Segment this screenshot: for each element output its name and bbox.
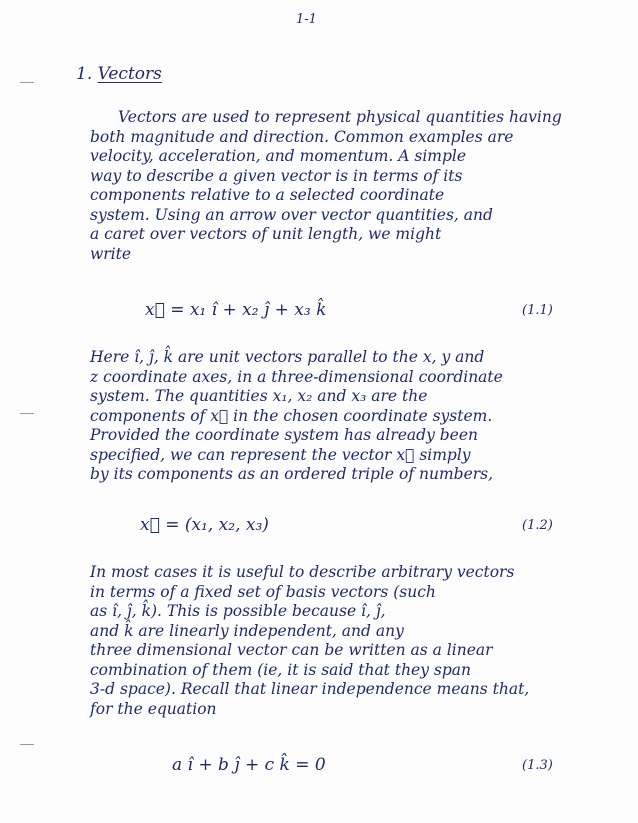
section-heading [76,64,162,84]
text-line: components of x⃗ in the chosen coordinate system. [90,406,493,425]
text-line: by its components as an ordered triple of numbers, [90,465,494,483]
equation-1-2 [0,515,638,541]
text-line: system. The quantities x₁, x₂ and x₃ are the [90,387,428,405]
text-line: for the equation [90,699,217,718]
text-line: Provided the coordinate system has already been [90,426,478,444]
margin-mark [20,82,34,83]
text-line: system. Using an arrow over vector quantities, and [90,205,493,224]
margin-mark [20,744,34,745]
equation-number: (1.3) [522,758,553,773]
text-line: Here î, ĵ, k̂ are unit vectors parallel to the x, y and [90,348,485,366]
text-line: three dimensional vector can be written as a linear [90,641,493,659]
paragraph-intro [90,108,595,264]
equation-expression: a î + b ĵ + c k̂ = 0 [172,755,326,775]
section-number: 1. [76,64,93,84]
text-line: a caret over vectors of unit length, we might [90,225,442,243]
text-line: and k̂ are linearly independent, and any [90,621,404,640]
text-line: Vectors are used to represent physical quantities having [118,108,562,126]
text-line: both magnitude and direction. Common examples are [90,127,514,146]
text-line: in terms of a fixed set of basis vectors (such [90,582,436,601]
text-line: velocity, acceleration, and momentum. A simple [90,147,467,165]
equation-number: (1.2) [522,518,553,533]
text-line: specified, we can represent the vector x⃗ simply [90,445,471,464]
paragraph-basis [90,563,595,719]
text-line: way to describe a given vector is in terms of its [90,166,463,185]
text-line: In most cases it is useful to describe arbitrary vectors [90,563,515,581]
paragraph-components [90,348,595,485]
text-line: z coordinate axes, in a three-dimensional coordinate [90,367,503,386]
text-line: 3-d space). Recall that linear independence means that, [90,680,530,698]
equation-number: (1.1) [522,303,553,318]
text-line: components relative to a selected coordinate [90,186,445,204]
margin-mark [20,413,34,414]
equation-1-1 [0,300,638,326]
text-line: combination of them (ie, it is said that they span [90,660,472,679]
section-title: Vectors [97,64,162,84]
text-line: write [90,244,132,263]
equation-expression: x⃗ = (x₁, x₂, x₃) [140,515,269,535]
text-line: as î, ĵ, k̂). This is possible because î, ĵ, [90,602,386,620]
equation-1-3 [0,755,638,781]
page-number: 1-1 [296,12,317,27]
equation-expression: x⃗ = x₁ î + x₂ ĵ + x₃ k̂ [145,300,327,320]
